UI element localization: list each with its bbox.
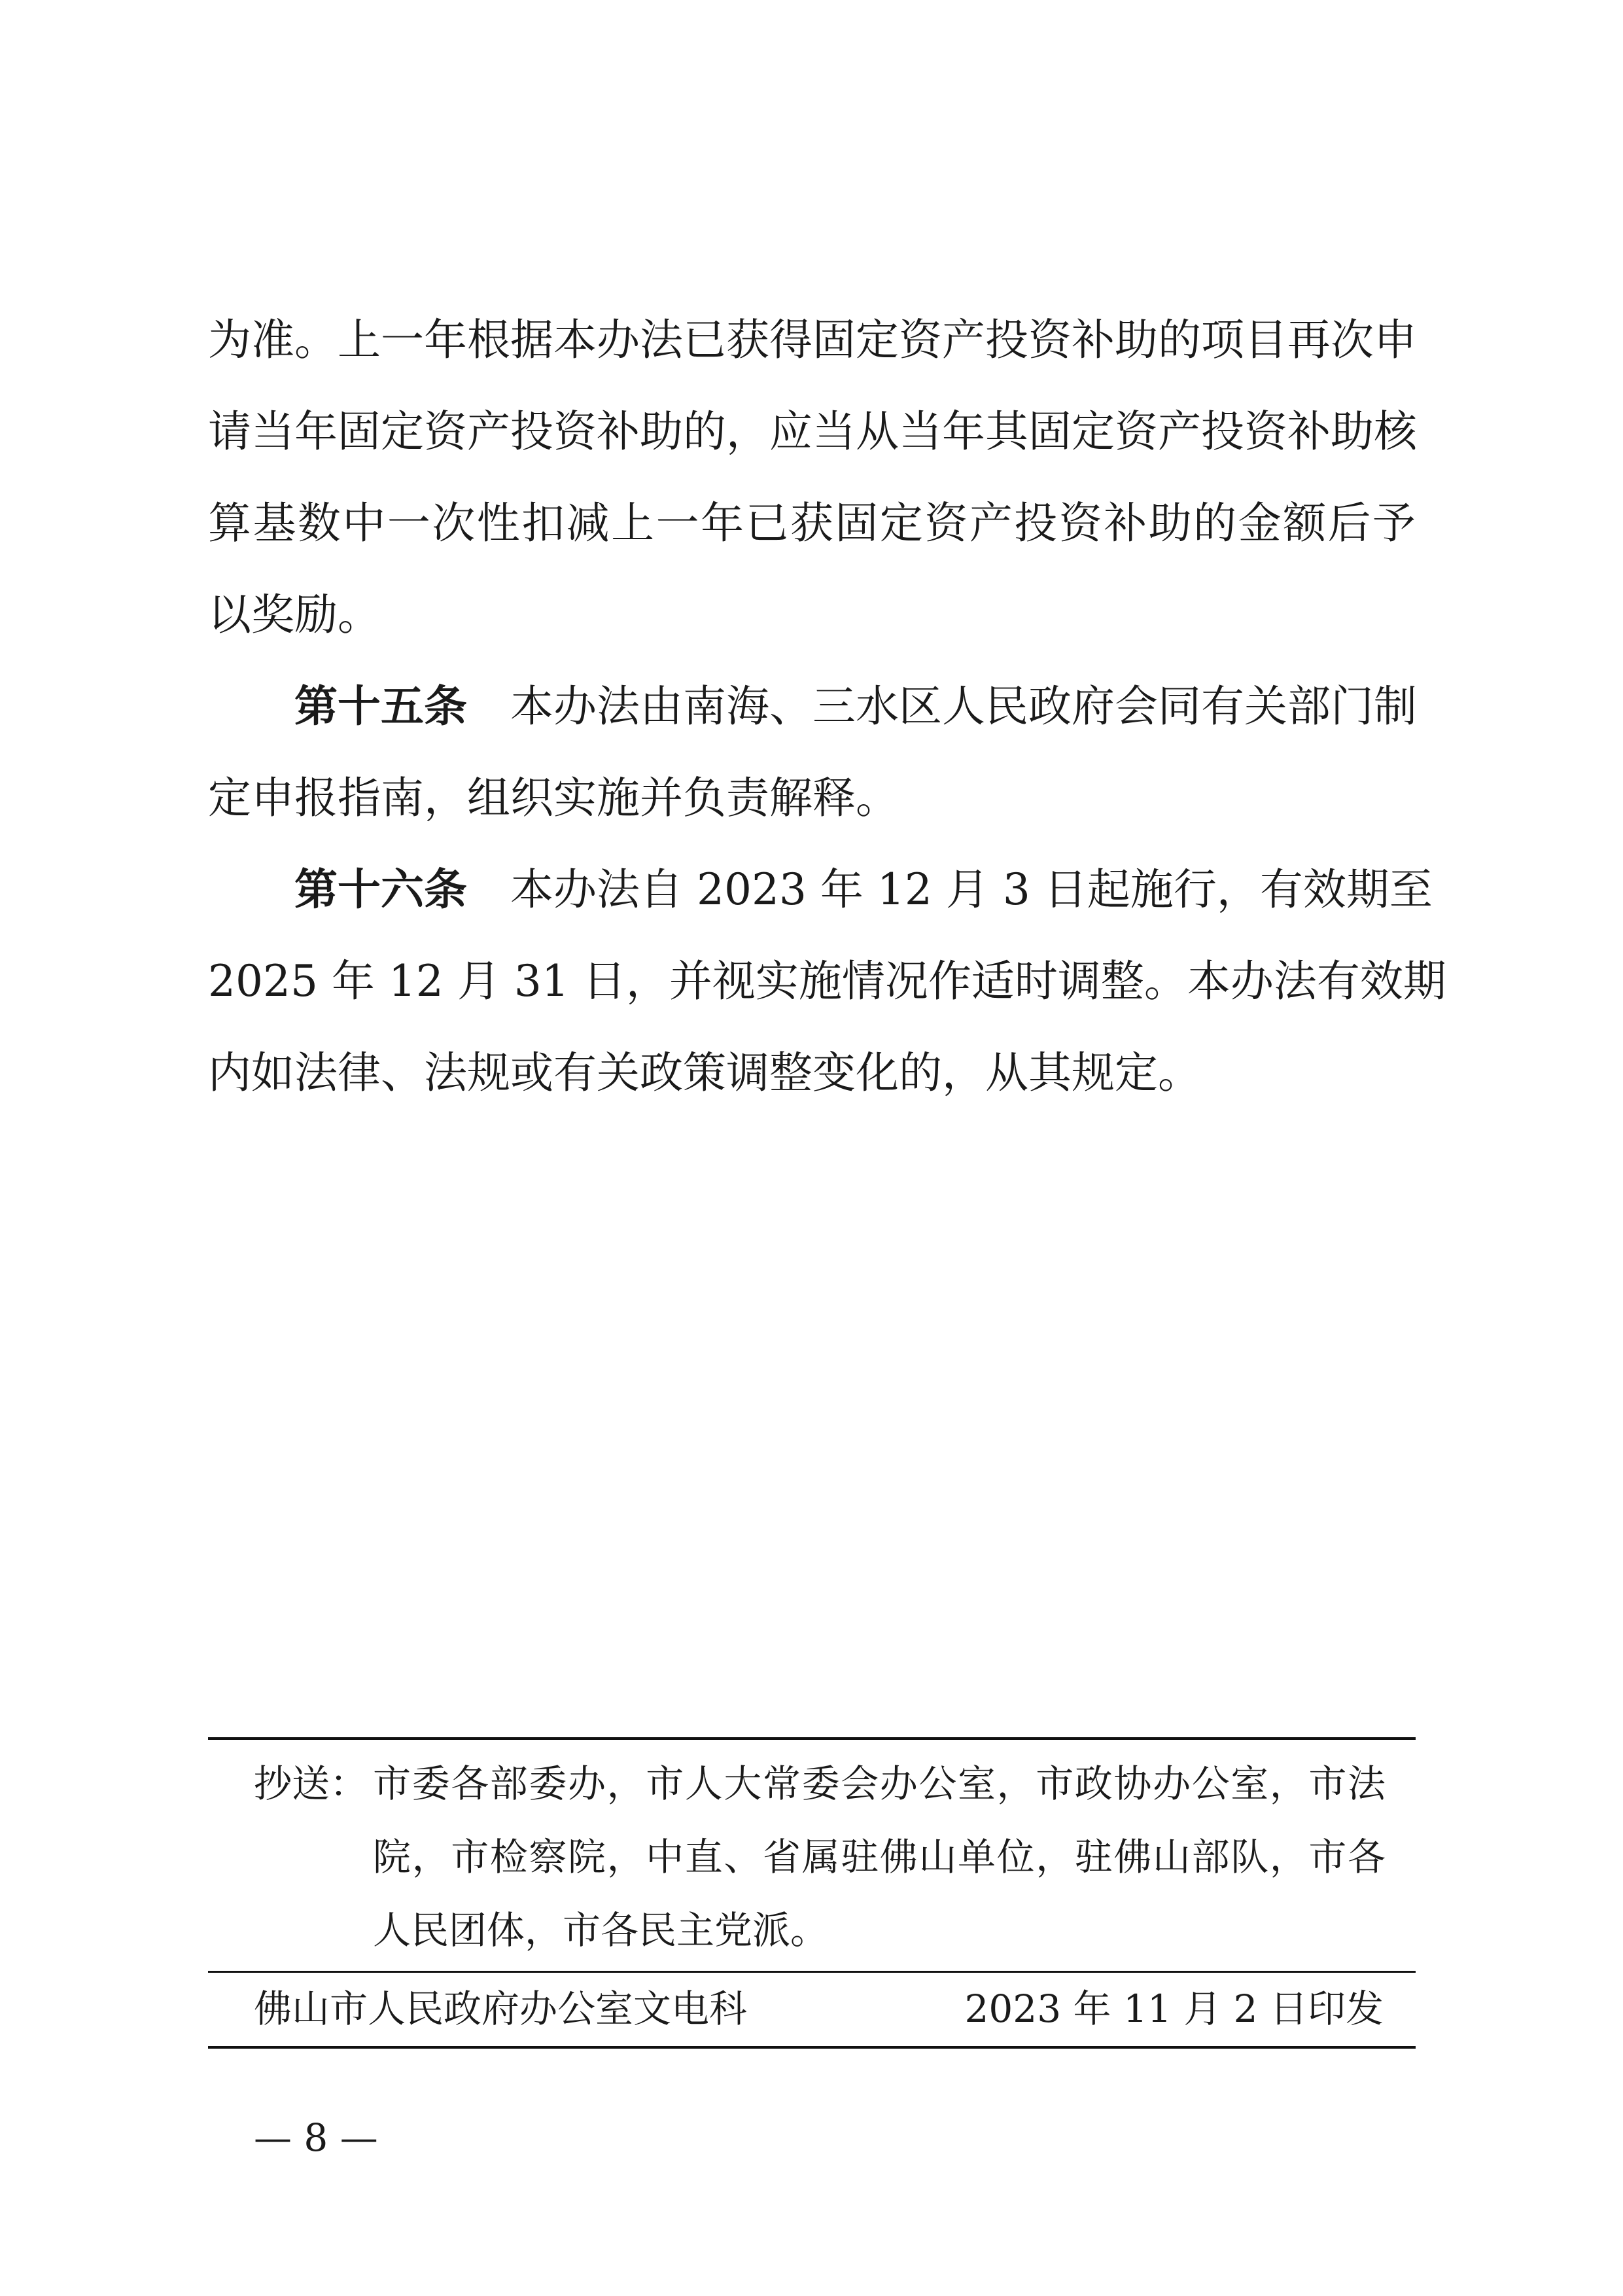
article-15-heading: 第十五条 [294,681,467,732]
body-line: 为准。上一年根据本办法已获得固定资产投资补助的项目再次申 [208,315,1417,365]
cc-label: 抄送： [254,1761,368,1806]
cc-line: 人民团体，市各民主党派。 [373,1908,829,1952]
body-line: 算基数中一次性扣减上一年已获固定资产投资补助的金额后予 [208,498,1416,548]
body-line: 请当年固定资产投资补助的，应当从当年其固定资产投资补助核 [208,406,1417,457]
article-16-line: 2025 年 12 月 31 日，并视实施情况作适时调整。本办法有效期 [208,956,1446,1006]
footer-top-rule [208,1737,1416,1740]
footer-bottom-rule [208,2046,1416,2049]
article-16-heading: 第十六条 [294,864,467,915]
footer-middle-rule [208,1971,1416,1973]
body-line: 以奖励。 [208,590,381,640]
cc-line: 市委各部委办，市人大常委会办公室，市政协办公室，市法 [373,1761,1386,1806]
article-16-line: 内如法律、法规或有关政策调整变化的，从其规定。 [208,1048,1201,1098]
article-15-text: 本办法由南海、三水区人民政府会同有关部门制 [510,681,1417,732]
issue-date: 2023 年 11 月 2 日印发 [964,1987,1384,2031]
issuing-office: 佛山市人民政府办公室文电科 [254,1987,748,2031]
page-number: — 8 — [254,2115,378,2160]
article-16-text: 本办法自 2023 年 12 月 3 日起施行，有效期至 [510,864,1433,915]
article-15-line [294,661,1416,752]
cc-line: 院，市检察院，中直、省属驻佛山单位，驻佛山部队，市各 [373,1835,1386,1879]
article-16-line [294,844,1433,936]
article-15-line: 定申报指南，组织实施并负责解释。 [208,773,899,823]
